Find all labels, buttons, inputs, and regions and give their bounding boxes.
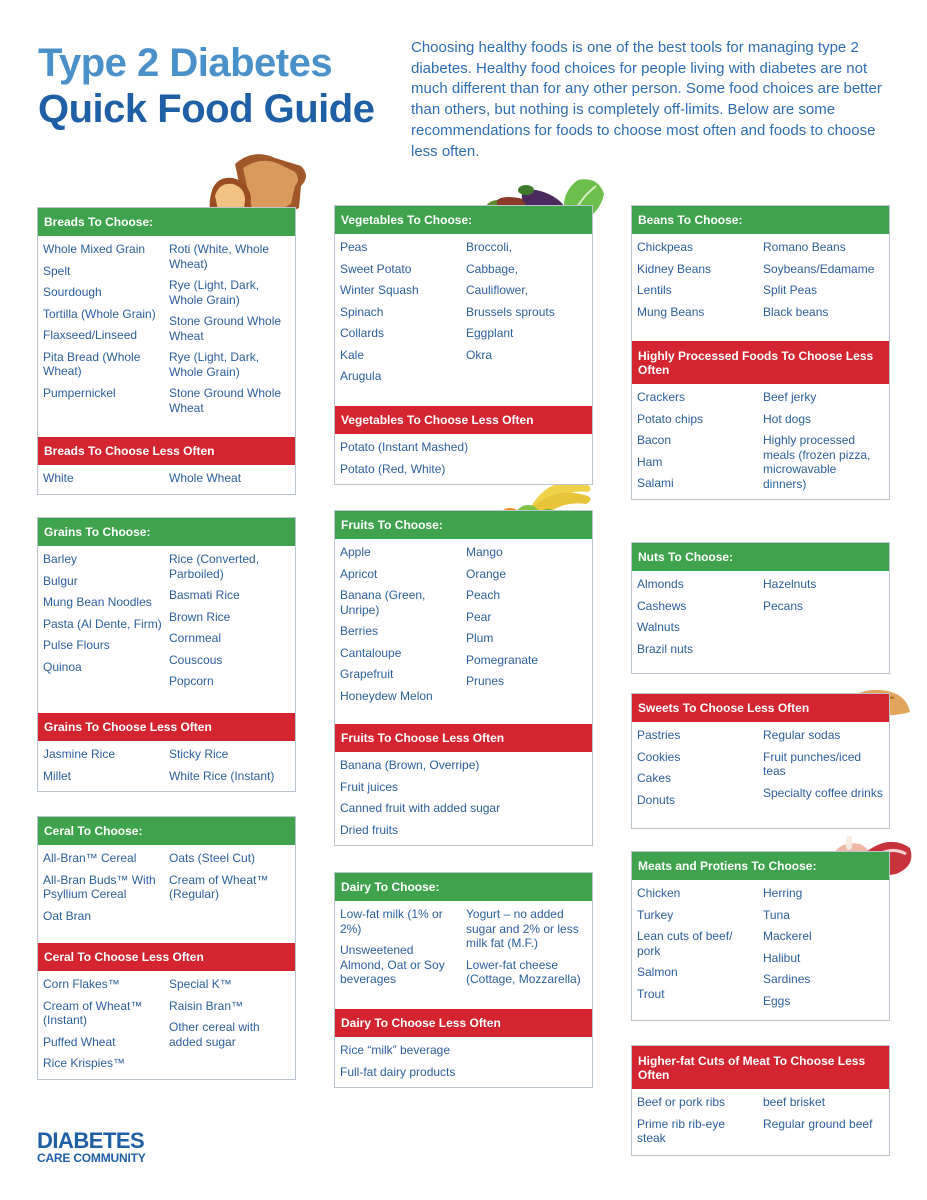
processed-less-col1 xyxy=(637,390,757,493)
meats-choose-header: Meats and Protiens To Choose: xyxy=(632,852,889,880)
food-item: Unsweetened Almond, Oat or Soy beverages xyxy=(340,943,445,986)
food-item: Okra xyxy=(466,347,493,362)
logo-line-1: DIABETES xyxy=(37,1128,145,1153)
processed-less-header: Highly Processed Foods To Choose Less Often xyxy=(632,341,889,384)
food-item: Potato chips xyxy=(637,411,704,426)
grains-choose-col1 xyxy=(43,552,163,707)
food-item: Beef jerky xyxy=(763,390,817,404)
food-item: Eggplant xyxy=(466,326,514,340)
food-item: Quinoa xyxy=(43,659,82,674)
sweets-less-col1 xyxy=(637,728,757,809)
food-item: Specialty coffee drinks xyxy=(763,785,883,800)
food-item: Pita Bread (Whole Wheat) xyxy=(43,349,141,378)
fruits-less-col1 xyxy=(340,758,586,839)
food-item: Jasmine Rice xyxy=(43,747,116,761)
food-item: Mango xyxy=(466,545,503,559)
food-item: Spinach xyxy=(340,304,384,319)
food-item: Kale xyxy=(340,347,365,362)
food-item: Beef or pork ribs xyxy=(637,1095,726,1109)
food-item: Mung Beans xyxy=(637,304,705,319)
page-title xyxy=(38,40,374,132)
food-item: Apricot xyxy=(340,566,378,581)
food-item: Ham xyxy=(637,454,663,469)
sweets-less-col2 xyxy=(757,728,883,809)
food-item: Honeydew Melon xyxy=(340,688,433,703)
cereal-less-col2 xyxy=(163,977,289,1073)
food-item: Fruit juices xyxy=(340,779,399,794)
food-item: Eggs xyxy=(763,993,791,1008)
meats-less-col1 xyxy=(637,1095,757,1148)
grains-choose-col2 xyxy=(163,552,289,707)
title-line-2: Quick Food Guide xyxy=(38,87,375,131)
food-item: Highly processed meals (frozen pizza, microwavable dinners) xyxy=(763,433,871,491)
food-item: Stone Ground Whole Wheat xyxy=(169,314,282,343)
food-item: Sardines xyxy=(763,972,811,986)
fruits-choose-header: Fruits To Choose: xyxy=(335,511,592,539)
beans-choose-header: Beans To Choose: xyxy=(632,206,889,234)
food-item: Cornmeal xyxy=(169,631,222,645)
food-item: Puffed Wheat xyxy=(43,1034,116,1049)
breads-less-col1 xyxy=(43,471,163,488)
food-item: Black beans xyxy=(763,304,829,319)
food-item: Broccoli, xyxy=(466,240,513,254)
beans-choose-col2 xyxy=(757,240,883,335)
meats-less-col2 xyxy=(757,1095,883,1148)
food-item: Soybeans/Edamame xyxy=(763,261,875,276)
food-item: Kidney Beans xyxy=(637,261,712,276)
meats-less-header: Higher-fat Cuts of Meat To Choose Less Often xyxy=(632,1046,889,1089)
food-item: Regular ground beef xyxy=(763,1116,873,1131)
food-item: Lentils xyxy=(637,283,672,297)
food-item: Salmon xyxy=(637,965,678,979)
cereal-box xyxy=(37,816,296,1080)
logo-line-2: CARE COMMUNITY xyxy=(37,1151,146,1165)
food-item: Pumpernickel xyxy=(43,385,116,400)
food-item: Herring xyxy=(763,886,803,900)
food-item: Lean cuts of beef/ pork xyxy=(637,929,733,958)
food-item: Brussels sprouts xyxy=(466,304,555,319)
breads-choose-col2 xyxy=(163,242,289,431)
food-item: Tortilla (Whole Grain) xyxy=(43,306,156,321)
food-item: Sticky Rice xyxy=(169,747,229,761)
food-item: Grapefruit xyxy=(340,667,394,681)
food-item: Full-fat dairy products xyxy=(340,1064,456,1079)
veg-choose-col1 xyxy=(340,240,460,400)
food-item: Spelt xyxy=(43,263,71,278)
food-item: beef brisket xyxy=(763,1095,826,1109)
fruits-box xyxy=(334,510,593,846)
meats-less-box xyxy=(631,1045,890,1156)
fruits-choose-col2 xyxy=(460,545,586,718)
meats-choose-col2 xyxy=(757,886,883,1010)
food-item: Winter Squash xyxy=(340,283,419,297)
food-item: Brown Rice xyxy=(169,609,231,624)
food-item: Walnuts xyxy=(637,620,680,634)
grains-less-col1 xyxy=(43,747,163,785)
sweets-box xyxy=(631,693,890,829)
grains-less-col2 xyxy=(163,747,289,785)
food-item: Pecans xyxy=(763,598,804,613)
logo xyxy=(37,1130,146,1165)
food-item: Plum xyxy=(466,631,494,645)
food-item: Cream of Wheat™ (Regular) xyxy=(169,872,269,901)
food-item: Couscous xyxy=(169,652,223,667)
dairy-choose-header: Dairy To Choose: xyxy=(335,873,592,901)
food-item: Brazil nuts xyxy=(637,641,694,656)
food-item: Pulse Flours xyxy=(43,638,110,652)
food-item: Yogurt – no added sugar and 2% or less milk fat (M.F.) xyxy=(466,907,579,950)
food-item: Hot dogs xyxy=(763,411,812,426)
processed-less-col2 xyxy=(757,390,883,493)
food-item: Chickpeas xyxy=(637,240,694,254)
food-item: Almonds xyxy=(637,577,684,591)
nuts-choose-header: Nuts To Choose: xyxy=(632,543,889,571)
food-item: Tuna xyxy=(763,907,790,922)
food-item: Potato (Red, White) xyxy=(340,461,446,476)
breads-choose-col1 xyxy=(43,242,163,431)
food-item: Cookies xyxy=(637,749,681,764)
cereal-choose-col1 xyxy=(43,851,163,937)
sweets-less-header: Sweets To Choose Less Often xyxy=(632,694,889,722)
food-item: Cashews xyxy=(637,598,687,613)
food-item: Popcorn xyxy=(169,674,214,688)
beans-box xyxy=(631,205,890,500)
vegetables-box xyxy=(334,205,593,485)
veg-less-header: Vegetables To Choose Less Often xyxy=(335,406,592,434)
nuts-box xyxy=(631,542,890,674)
food-item: Cantaloupe xyxy=(340,645,402,660)
food-item: Banana (Green, Unripe) xyxy=(340,588,426,617)
food-item: Halibut xyxy=(763,950,801,965)
food-item: White xyxy=(43,471,74,485)
food-item: Orange xyxy=(466,566,507,581)
veg-choose-header: Vegetables To Choose: xyxy=(335,206,592,234)
dairy-less-col1 xyxy=(340,1043,586,1081)
food-item: Low-fat milk (1% or 2%) xyxy=(340,907,443,936)
food-item: Pasta (Al Dente, Firm) xyxy=(43,616,162,631)
food-item: Romano Beans xyxy=(763,240,846,254)
dairy-less-header: Dairy To Choose Less Often xyxy=(335,1009,592,1037)
food-item: Millet xyxy=(43,768,72,783)
food-item: Sourdough xyxy=(43,285,102,299)
breads-less-header: Breads To Choose Less Often xyxy=(38,437,295,465)
food-item: Regular sodas xyxy=(763,728,841,742)
food-item: All-Bran™ Cereal xyxy=(43,851,137,865)
food-item: Canned fruit with added sugar xyxy=(340,801,501,815)
title-line-1: Type 2 Diabetes xyxy=(38,41,333,85)
meats-choose-col1 xyxy=(637,886,757,1010)
food-item: Peach xyxy=(466,588,501,602)
breads-choose-header: Breads To Choose: xyxy=(38,208,295,236)
veg-less-col1 xyxy=(340,440,586,478)
food-item: Lower-fat cheese (Cottage, Mozzarella) xyxy=(466,957,581,986)
food-item: Pomegranate xyxy=(466,652,539,667)
food-item: Turkey xyxy=(637,907,674,922)
food-item: Crackers xyxy=(637,390,686,404)
breads-less-col2 xyxy=(163,471,289,488)
food-item: All-Bran Buds™ With Psyllium Cereal xyxy=(43,872,156,901)
food-item: White Rice (Instant) xyxy=(169,768,275,783)
food-item: Pear xyxy=(466,609,492,624)
food-item: Chicken xyxy=(637,886,681,900)
food-item: Banana (Brown, Overripe) xyxy=(340,758,480,772)
dairy-box xyxy=(334,872,593,1088)
food-item: Trout xyxy=(637,986,665,1001)
cereal-choose-col2 xyxy=(163,851,289,937)
food-item: Cabbage, xyxy=(466,261,519,276)
food-item: Sweet Potato xyxy=(340,261,412,276)
food-item: Cauliflower, xyxy=(466,283,529,297)
food-item: Roti (White, Whole Wheat) xyxy=(169,242,270,271)
food-item: Donuts xyxy=(637,792,676,807)
food-item: Collards xyxy=(340,326,385,340)
food-item: Berries xyxy=(340,624,379,638)
food-item: Oats (Steel Cut) xyxy=(169,851,256,865)
food-item: Raisin Bran™ xyxy=(169,998,244,1013)
food-item: Other cereal with added sugar xyxy=(169,1020,260,1049)
food-item: Cakes xyxy=(637,771,672,785)
food-item: Prime rib rib-eye steak xyxy=(637,1116,726,1145)
food-item: Fruit punches/iced teas xyxy=(763,749,862,778)
food-item: Apple xyxy=(340,545,371,559)
food-item: Salami xyxy=(637,476,674,490)
food-item: Bulgur xyxy=(43,573,78,588)
dairy-choose-col1 xyxy=(340,907,460,1003)
intro-paragraph: Choosing healthy foods is one of the best tools for managing type 2 diabetes. Healthy food choices for people living with diabetes are not much different than for any other person. Some food choices are better than others, but nothing is completely off-limits. Below are some recommendations for foods to choose most often and foods to choose less often. xyxy=(411,39,882,160)
food-item: Arugula xyxy=(340,369,382,383)
food-item: Hazelnuts xyxy=(763,577,817,591)
food-item: Stone Ground Whole Wheat xyxy=(169,386,282,415)
food-item: Bacon xyxy=(637,433,672,447)
grains-less-header: Grains To Choose Less Often xyxy=(38,713,295,741)
fruits-choose-col1 xyxy=(340,545,460,718)
cereal-less-col1 xyxy=(43,977,163,1073)
food-item: Barley xyxy=(43,552,78,566)
beans-choose-col1 xyxy=(637,240,757,335)
food-item: Basmati Rice xyxy=(169,588,240,602)
food-item: Pastries xyxy=(637,728,681,742)
food-item: Oat Bran xyxy=(43,908,92,923)
fruits-less-header: Fruits To Choose Less Often xyxy=(335,724,592,752)
food-item: Rye (Light, Dark, Whole Grain) xyxy=(169,278,260,307)
food-item: Whole Wheat xyxy=(169,471,242,485)
food-item: Rice “milk” beverage xyxy=(340,1043,451,1057)
cereal-less-header: Ceral To Choose Less Often xyxy=(38,943,295,971)
food-item: Dried fruits xyxy=(340,822,399,837)
cereal-choose-header: Ceral To Choose: xyxy=(38,817,295,845)
food-item: Split Peas xyxy=(763,283,818,297)
grains-choose-header: Grains To Choose: xyxy=(38,518,295,546)
food-item: Whole Mixed Grain xyxy=(43,242,146,256)
food-item: Rye (Light, Dark, Whole Grain) xyxy=(169,350,260,379)
food-item: Mackerel xyxy=(763,929,812,943)
food-item: Cream of Wheat™ (Instant) xyxy=(43,998,143,1027)
dairy-choose-col2 xyxy=(460,907,586,1003)
food-item: Rice (Converted, Parboiled) xyxy=(169,552,260,581)
food-item: Prunes xyxy=(466,674,505,688)
food-item: Corn Flakes™ xyxy=(43,977,120,991)
nuts-choose-col1 xyxy=(637,577,757,658)
meats-box xyxy=(631,851,890,1021)
breads-box xyxy=(37,207,296,495)
food-item: Potato (Instant Mashed) xyxy=(340,440,469,454)
food-item: Rice Krispies™ xyxy=(43,1056,126,1070)
veg-choose-col2 xyxy=(460,240,586,400)
food-item: Mung Bean Noodles xyxy=(43,595,152,609)
food-item: Flaxseed/Linseed xyxy=(43,328,138,342)
nuts-choose-col2 xyxy=(757,577,883,658)
food-item: Special K™ xyxy=(169,977,232,991)
food-item: Peas xyxy=(340,240,368,254)
grains-box xyxy=(37,517,296,792)
